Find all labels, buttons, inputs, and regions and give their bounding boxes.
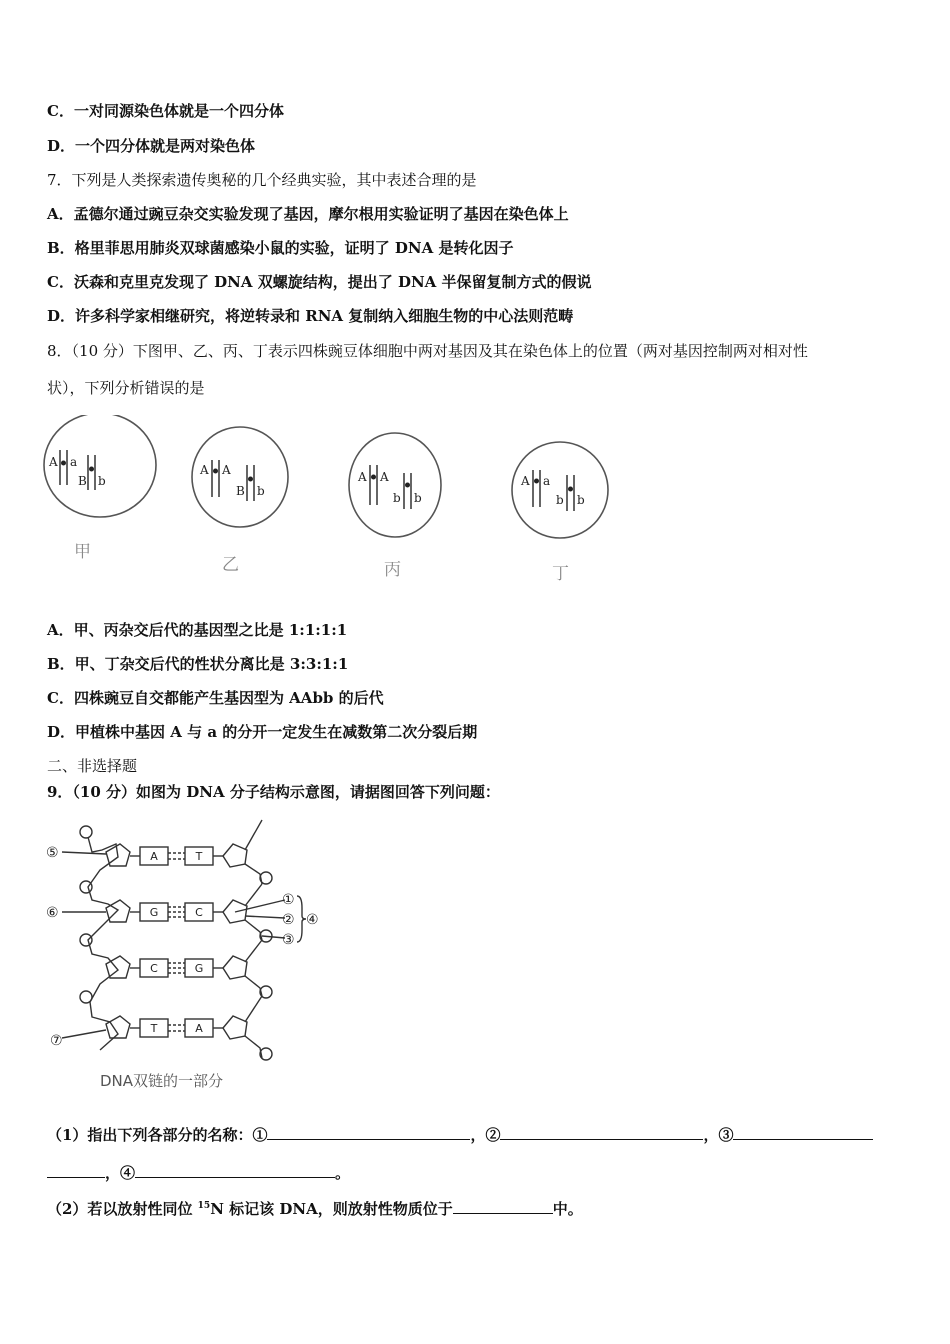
q7-option-c: C．沃森和克里克发现了 DNA 双螺旋结构，提出了 DNA 半保留复制方式的假说 <box>47 273 592 291</box>
answer-blank-5[interactable] <box>453 1198 553 1214</box>
q8-cell-figure <box>40 415 620 590</box>
q9-sub1-line1 <box>47 1124 873 1145</box>
yi-gene-4: b <box>257 484 265 498</box>
q9-sub1-sep4: ，④ <box>105 1164 136 1182</box>
ding-gene-3: b <box>556 493 564 507</box>
q9-sub1-line2 <box>47 1162 350 1183</box>
bing-gene-2: A <box>380 470 389 484</box>
answer-blank-3[interactable] <box>733 1124 873 1140</box>
jia-gene-3: B <box>78 474 87 488</box>
ding-gene-1: A <box>521 474 530 488</box>
q9-sub1-end: 。 <box>335 1164 351 1182</box>
cell-ding <box>512 442 608 538</box>
q8-option-c: C．四株豌豆自交都能产生基因型为 AAbb 的后代 <box>47 689 384 707</box>
q9-sub2 <box>47 1196 583 1219</box>
base-left-2: G <box>149 906 159 919</box>
answer-blank-3-cont[interactable] <box>47 1162 105 1178</box>
q8-cell-svg <box>40 415 620 590</box>
jia-gene-2: a <box>70 455 78 469</box>
marker-2: ② <box>282 912 295 928</box>
section-title: 二、非选择题 <box>47 757 138 775</box>
base-right-3: G <box>194 962 204 975</box>
bing-gene-3: b <box>393 491 401 505</box>
q9-stem: 9．（10 分）如图为 DNA 分子结构示意图，请据图回答下列问题： <box>47 783 500 801</box>
answer-blank-2[interactable] <box>500 1124 703 1140</box>
cell-label-jia: 甲 <box>74 542 91 562</box>
base-left-4: T <box>150 1022 158 1035</box>
bing-gene-1: A <box>358 470 367 484</box>
q8-stem-line2: 状），下列分析错误的是 <box>47 379 205 397</box>
dna-diagram <box>40 812 340 1102</box>
q7-stem: 7．下列是人类探索遗传奥秘的几个经典实验，其中表述合理的是 <box>47 171 477 189</box>
marker-3: ③ <box>282 932 295 948</box>
marker-6: ⑥ <box>46 905 59 921</box>
marker-4: ④ <box>306 912 319 928</box>
jia-gene-1: A <box>49 455 58 469</box>
base-right-4: A <box>195 1022 203 1035</box>
ding-gene-2: a <box>543 474 551 488</box>
q9-sub2-end: 中。 <box>552 1200 583 1218</box>
jia-gene-4: b <box>98 474 106 488</box>
q8-option-d: D．甲植株中基因 A 与 a 的分开一定发生在减数第二次分裂后期 <box>47 723 478 741</box>
marker-5: ⑤ <box>46 845 59 861</box>
ding-gene-4: b <box>577 493 585 507</box>
q9-sub2-isotope: 15 <box>197 1201 211 1211</box>
cell-label-ding: 丁 <box>552 564 569 584</box>
cell-label-bing: 丙 <box>384 560 401 580</box>
q7-option-b: B．格里菲思用肺炎双球菌感染小鼠的实验，证明了 DNA 是转化因子 <box>47 239 514 257</box>
q9-sub2-prefix: （2）若以放射性同位 <box>47 1200 198 1218</box>
cell-yi <box>192 427 288 527</box>
yi-gene-2: A <box>222 463 231 477</box>
q9-sub2-mid: N 标记该 DNA，则放射性物质位于 <box>210 1200 453 1218</box>
base-right-2: C <box>195 906 203 919</box>
q7-option-a: A．孟德尔通过豌豆杂交实验发现了基因，摩尔根用实验证明了基因在染色体上 <box>47 205 569 223</box>
answer-blank-1[interactable] <box>267 1124 470 1140</box>
q8-option-a: A．甲、丙杂交后代的基因型之比是 1:1:1:1 <box>47 621 348 639</box>
q8-stem-line1: 8．（10 分）下图甲、乙、丙、丁表示四株豌豆体细胞中两对基因及其在染色体上的位置（两对基因控制两对相对性 <box>47 342 808 360</box>
q9-sub1-sep3: ，③ <box>703 1126 734 1144</box>
bing-gene-4: b <box>414 491 422 505</box>
q7-option-d: D．许多科学家相继研究，将逆转录和 RNA 复制纳入细胞生物的中心法则范畴 <box>47 307 574 325</box>
base-right-1: T <box>195 850 203 863</box>
q6-option-d: D．一个四分体就是两对染色体 <box>47 137 256 155</box>
base-left-3: C <box>150 962 158 975</box>
cell-bing <box>349 433 441 537</box>
dna-svg <box>40 812 340 1102</box>
marker-1: ① <box>282 892 295 908</box>
base-left-1: A <box>150 850 158 863</box>
marker-7: ⑦ <box>50 1033 63 1049</box>
dna-caption: DNA双链的一部分 <box>100 1072 224 1090</box>
q6-option-c: C．一对同源染色体就是一个四分体 <box>47 102 284 120</box>
answer-blank-4[interactable] <box>135 1162 335 1178</box>
cell-jia <box>44 415 156 517</box>
q9-sub1-prefix: （1）指出下列各部分的名称：① <box>47 1126 268 1144</box>
q8-option-b: B．甲、丁杂交后代的性状分离比是 3:3:1:1 <box>47 655 349 673</box>
yi-gene-3: B <box>236 484 245 498</box>
cell-label-yi: 乙 <box>222 555 239 575</box>
q9-sub1-sep2: ，② <box>470 1126 501 1144</box>
yi-gene-1: A <box>200 463 209 477</box>
